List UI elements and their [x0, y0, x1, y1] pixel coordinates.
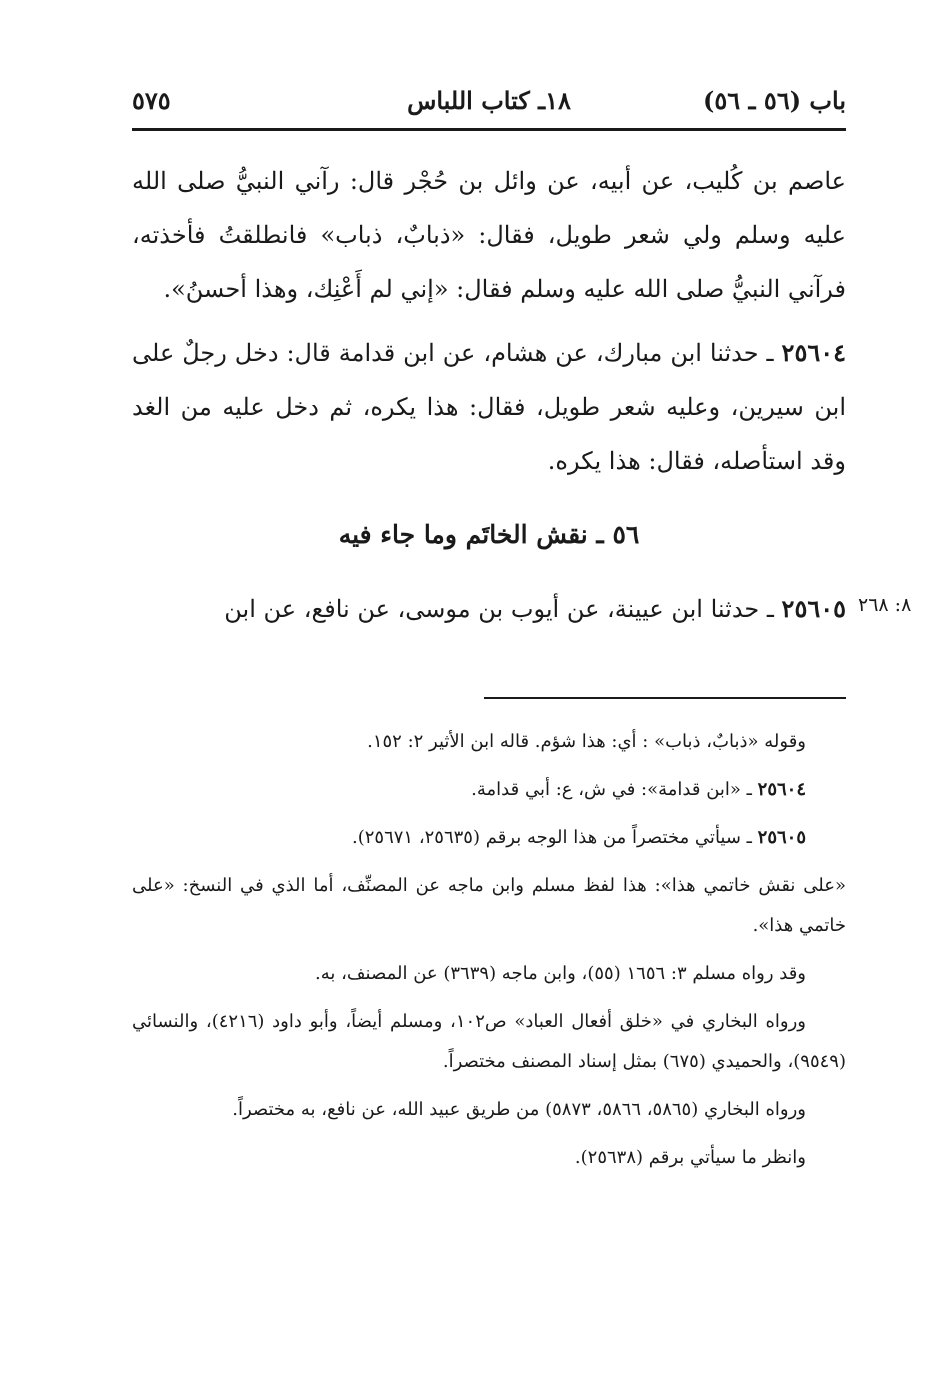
footnote-divider — [484, 697, 846, 699]
hadith-25604 — [132, 326, 846, 488]
book-title: ١٨ـ كتاب اللباس — [407, 86, 571, 115]
footnote: ورواه البخاري في «خلق أفعال العباد» ص١٠٢، ومسلم أيضاً، وأبو داود (٤٢١٦)، والنسائي (٩٥٤٩)، والحميدي (٦٧٥) بمثل إسناد المصنف مختصراً. — [132, 1011, 846, 1072]
footnote: وقد رواه مسلم ٣: ١٦٥٦ (٥٥)، وابن ماجه (٣٦٣٩) عن المصنف، به. — [315, 963, 806, 984]
hadith-text: ـ حدثنا ابن عيينة، عن أيوب بن موسى، عن نافع، عن ابن — [224, 595, 782, 623]
footnote-number: ٢٥٦٠٥ — [757, 827, 806, 848]
footnote: وانظر ما سيأتي برقم (٢٥٦٣٨). — [574, 1147, 806, 1168]
footnote-text: ـ «ابن قدامة»: في ش، ع: أبي قدامة. — [471, 779, 758, 800]
footnote-text: ـ سيأتي مختصراً من هذا الوجه برقم (٢٥٦٣٥، ٢٥٦٧١). — [352, 827, 758, 848]
section-title: ٥٦ ـ نقش الخاتَم وما جاء فيه — [338, 520, 640, 549]
hadith-text: ـ حدثنا ابن مبارك، عن هشام، عن ابن قدامة قال: دخل رجلٌ على ابن سيرين، وعليه شعر طويل، فقال: هذا يكره، ثم دخل عليه من الغد وقد استأصله، فقال: هذا يكره. — [132, 339, 846, 475]
footnote — [132, 818, 846, 858]
footnote: «على نقش خاتمي هذا»: هذا لفظ مسلم وابن ماجه عن المصنِّف، أما الذي في النسخ: «على خاتمي هذا». — [132, 875, 846, 936]
paragraph-continuation: عاصم بن كُليب، عن أبيه، عن وائل بن حُجْر قال: رآني النبيُّ صلى الله عليه وسلم ولي شعر طويل، فقال: «ذبابٌ، ذباب» فانطلقتُ فأخذته، فرآني النبيُّ صلى الله عليه وسلم فقال: «إني لم أَعْنِك، وهذا أحسنُ». — [132, 167, 846, 303]
chapter-reference: باب (٥٦ ـ ٥٦) — [703, 86, 846, 115]
page-number: ٥٧٥ — [132, 86, 171, 115]
footnotes — [132, 722, 846, 1186]
footnote: وقوله «ذبابٌ، ذباب» : أي: هذا شؤم. قاله ابن الأثير ٢: ١٥٢. — [367, 731, 806, 752]
footnote: ورواه البخاري (٥٨٦٥، ٥٨٦٦، ٥٨٧٣) من طريق عبيد الله، عن نافع، به مختصراً. — [232, 1099, 806, 1120]
page-header — [132, 78, 846, 126]
hadith-number: ٢٥٦٠٤ — [781, 338, 846, 367]
footnote-number: ٢٥٦٠٤ — [757, 779, 806, 800]
hadith-number: ٢٥٦٠٥ — [781, 594, 846, 623]
footnote — [132, 770, 846, 810]
header-divider — [132, 128, 846, 131]
hadith-25605 — [132, 582, 846, 636]
margin-reference: ٨: ٢٦٨ — [858, 594, 912, 616]
